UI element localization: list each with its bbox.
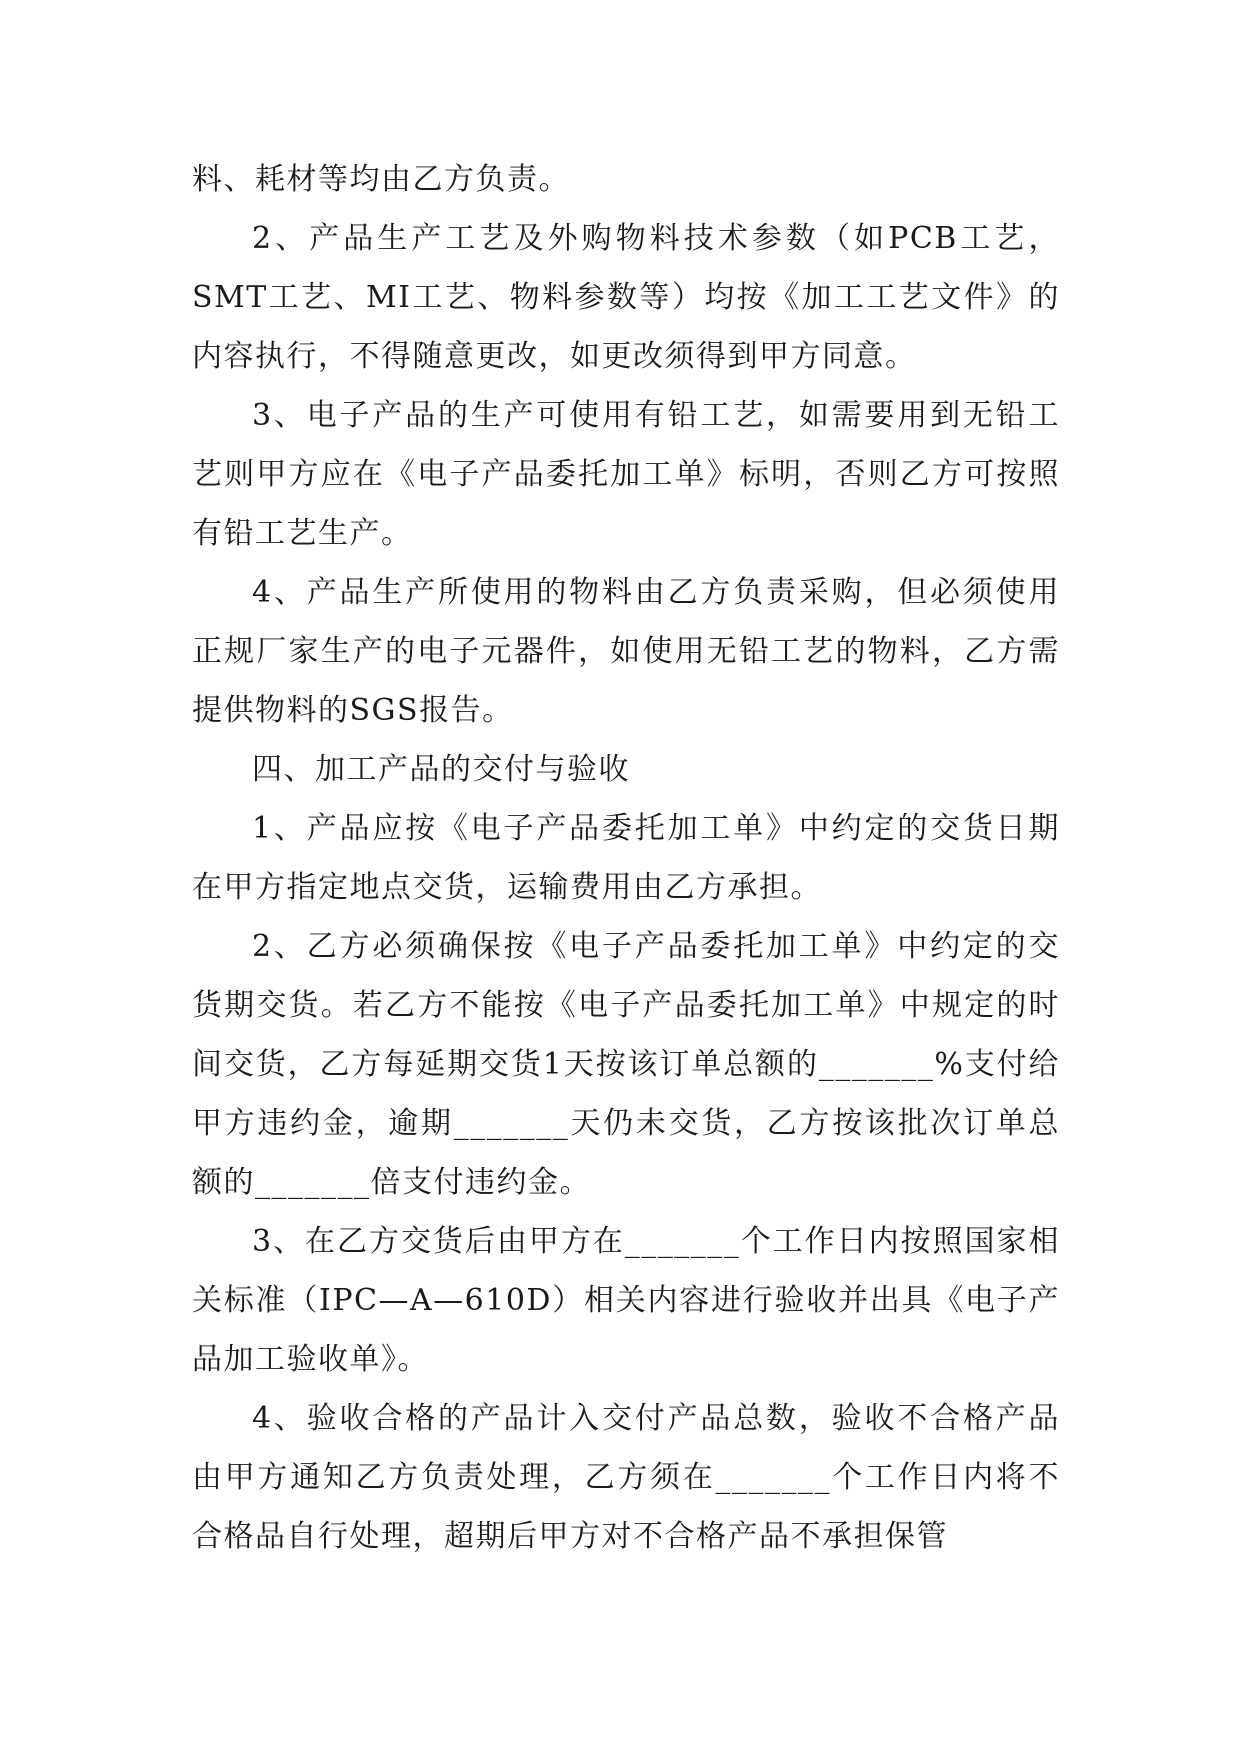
paragraph-4: 4、产品生产所使用的物料由乙方负责采购，但必须使用正规厂家生产的电子元器件，如使用无铅工艺的物料，乙方需提供物料的SGS报告。 <box>192 575 1060 728</box>
paragraph-7: 3、在乙方交货后由甲方在_______个工作日内按照国家相关标准（IPC—A—610D）相关内容进行验收并出具《电子产品加工验收单》。 <box>192 1224 1060 1377</box>
paragraph-5: 1、产品应按《电子产品委托加工单》中约定的交货日期在甲方指定地点交货，运输费用由乙方承担。 <box>192 811 1060 905</box>
paragraph-8: 4、验收合格的产品计入交付产品总数，验收不合格产品由甲方通知乙方负责处理，乙方须在_______个工作日内将不合格品自行处理，超期后甲方对不合格产品不承担保管 <box>192 1401 1060 1554</box>
document-page <box>192 150 1060 1566</box>
paragraph-2: 2、产品生产工艺及外购物料技术参数（如PCB工艺，SMT工艺、MI工艺、物料参数等）均按《加工工艺文件》的内容执行，不得随意更改，如更改须得到甲方同意。 <box>192 221 1060 374</box>
paragraph-6: 2、乙方必须确保按《电子产品委托加工单》中约定的交货期交货。若乙方不能按《电子产品委托加工单》中规定的时间交货，乙方每延期交货1天按该订单总额的_______%支付给甲方违约金，逾期_______天仍未交货，乙方按该批次订单总额的_______倍支付违约金。 <box>192 929 1060 1200</box>
paragraph-3: 3、电子产品的生产可使用有铅工艺，如需要用到无铅工艺则甲方应在《电子产品委托加工单》标明，否则乙方可按照有铅工艺生产。 <box>192 398 1060 551</box>
paragraph-1: 料、耗材等均由乙方负责。 <box>192 162 570 197</box>
section-heading: 四、加工产品的交付与验收 <box>252 752 630 787</box>
